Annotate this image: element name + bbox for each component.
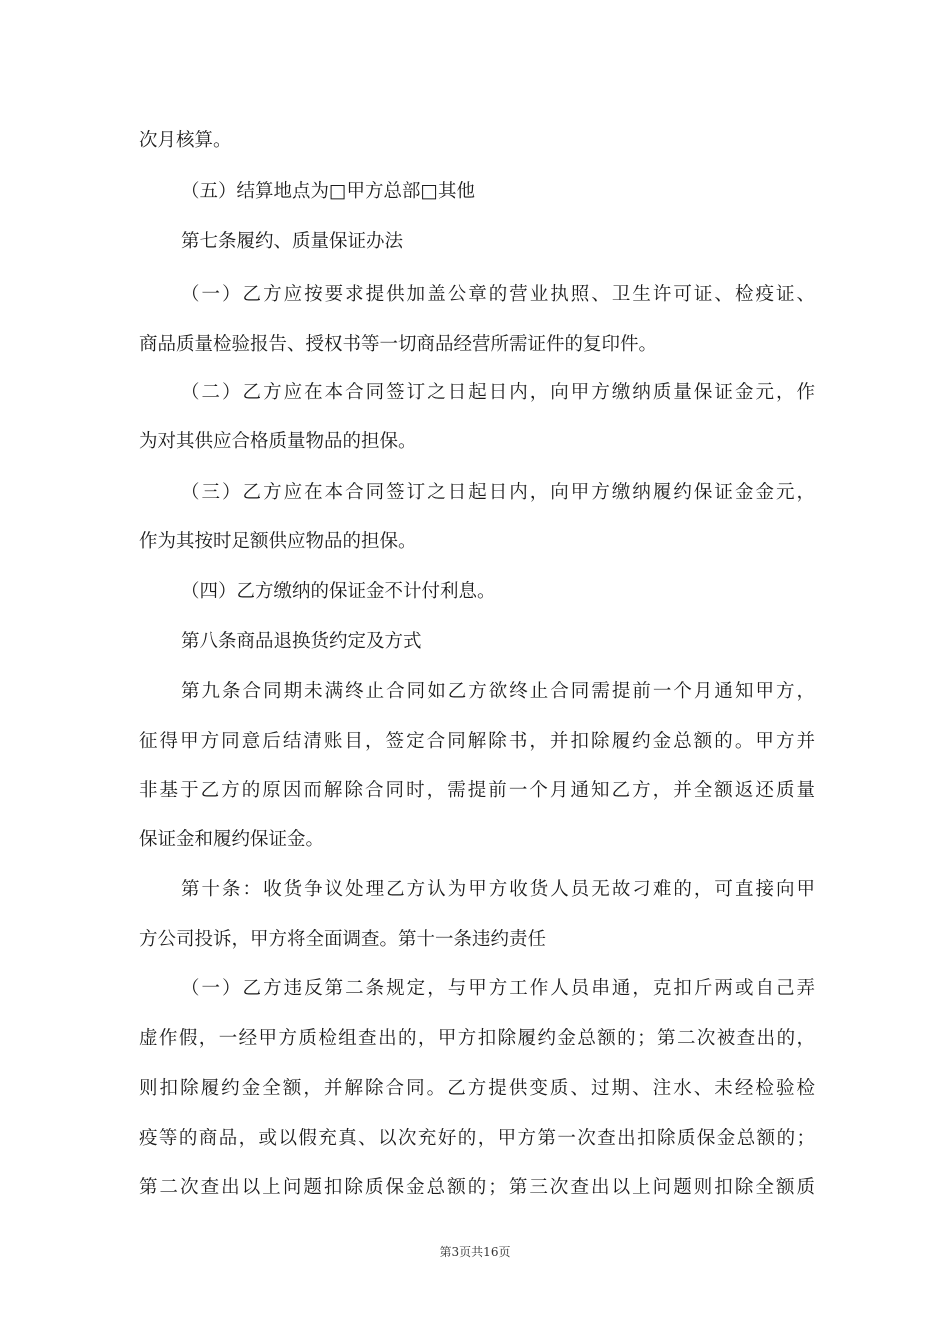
paragraph-line: 方公司投诉，甲方将全面调查。第十一条违约责任: [139, 929, 547, 950]
paragraph-line: 征得甲方同意后结清账目，签定合同解除书，并扣除履约金总额的。甲方并: [139, 731, 815, 752]
article-8-heading: 第八条商品退换货约定及方式: [181, 631, 422, 652]
paragraph-line: 保证金和履约保证金。: [139, 829, 325, 850]
paragraph-line: 疫等的商品，或以假充真、以次充好的，甲方第一次查出扣除质保金总额的；: [139, 1128, 815, 1149]
article-7-heading: 第七条履约、质量保证办法: [181, 231, 404, 252]
paragraph-line: 为对其供应合格质量物品的担保。: [139, 431, 417, 452]
paragraph-line: （二）乙方应在本合同签订之日起日内，向甲方缴纳质量保证金元，作: [181, 382, 815, 403]
paragraph-line: 商品质量检验报告、授权书等一切商品经营所需证件的复印件。: [139, 334, 658, 355]
paragraph-line: （一）乙方应按要求提供加盖公章的营业执照、卫生许可证、检疫证、: [181, 284, 815, 305]
paragraph-line: 虚作假，一经甲方质检组查出的，甲方扣除履约金总额的；第二次被查出的，: [139, 1028, 815, 1049]
paragraph-line: 则扣除履约金全额，并解除合同。乙方提供变质、过期、注水、未经检验检: [139, 1078, 815, 1099]
paragraph-line: 作为其按时足额供应物品的担保。: [139, 531, 417, 552]
paragraph-line: 第十条：收货争议处理乙方认为甲方收货人员无故刁难的，可直接向甲: [181, 879, 815, 900]
paragraph-line: （一）乙方违反第二条规定，与甲方工作人员串通，克扣斤两或自己弄: [181, 978, 815, 999]
paragraph-line: （四）乙方缴纳的保证金不计付利息。: [181, 581, 496, 602]
paragraph-line: 次月核算。: [139, 130, 232, 151]
paragraph-line: 非基于乙方的原因而解除合同时，需提前一个月通知乙方，并全额返还质量: [139, 780, 815, 801]
page-number: 第3页共16页: [439, 1245, 511, 1259]
paragraph-line: 第二次查出以上问题扣除质保金总额的；第三次查出以上问题则扣除全额质: [139, 1177, 815, 1198]
paragraph-line: （三）乙方应在本合同签订之日起日内，向甲方缴纳履约保证金金元，: [181, 482, 815, 503]
paragraph-line: 第九条合同期未满终止合同如乙方欲终止合同需提前一个月通知甲方，: [181, 681, 815, 702]
clause-settlement-location: （五）结算地点为□甲方总部□其他: [181, 181, 475, 202]
